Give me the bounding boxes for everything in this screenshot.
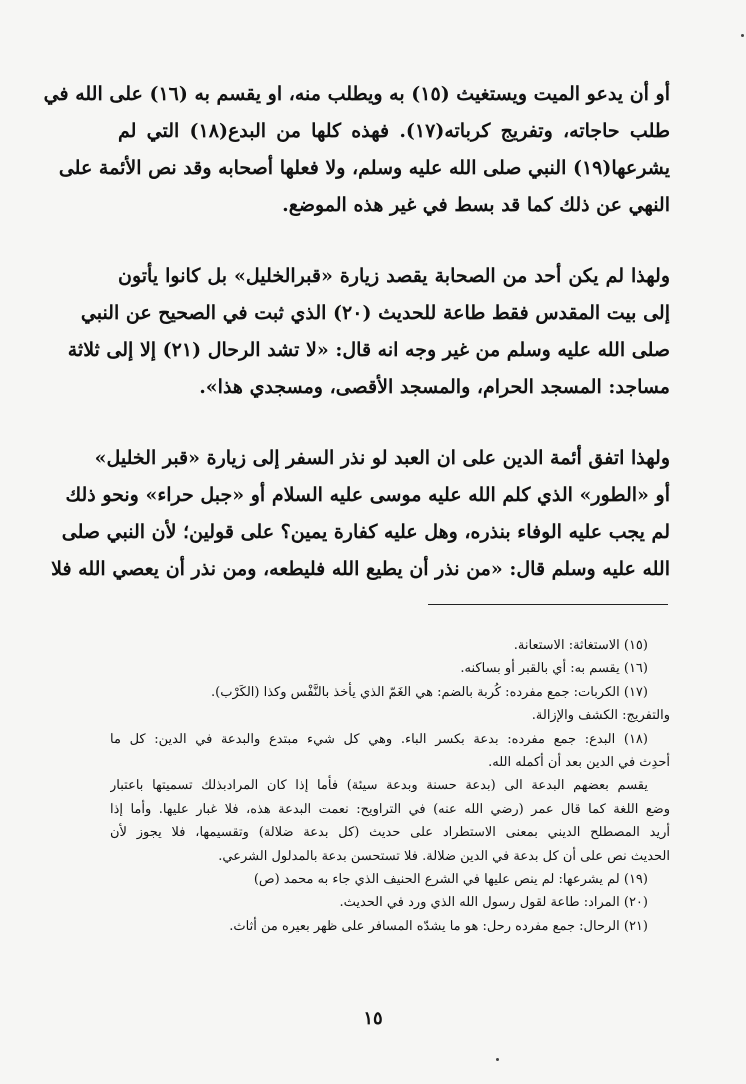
footnote-17: (١٧) الكربات: جمع مفرده: كُربة بالضم: هي الغَمّ الذي يأخذ بالنَّفْس وكذا (الكَرْب).	[211, 684, 648, 700]
text-line: لم يجب عليه الوفاء بنذره، وهل عليه كفارة يمين؟ على قولين؛ لأن النبي صلى	[61, 521, 670, 543]
paragraph-2	[67, 258, 670, 406]
text-line: مساجد: المسجد الحرام، والمسجد الأقصى، ومسجدي هذا».	[199, 376, 670, 398]
paragraph-1	[43, 76, 670, 224]
footnote-18: (١٨) البدع: جمع مفرده: بدعة بكسر الباء. وهي كل شيء مبتدع والبدعة في الدين: كل ما	[110, 731, 648, 747]
footnote-20: (٢٠) المراد: طاعة لقول رسول الله الذي ورد في الحديث.	[339, 895, 648, 911]
paragraph-3	[51, 440, 670, 588]
footnote-18-note-line: الحديث نص على أن كل بدعة في الدين ضلالة. فلا تستحسن بدعة بالمدلول الشرعي.	[218, 848, 670, 864]
text-line: طلب حاجاته، وتفريج كرباته(١٧). فهذه كلها من البدع(١٨) التي لم	[118, 120, 670, 142]
text-line: الله عليه وسلم قال: «من نذر أن يطيع الله فليطعه، ومن نذر أن يعصي الله فلا	[51, 558, 670, 580]
scan-speck	[496, 1058, 499, 1061]
footnotes	[110, 634, 670, 938]
footnote-16: (١٦) يقسم به: أي بالقبر أو بساكنه.	[460, 661, 648, 677]
text-line: ولهذا لم يكن أحد من الصحابة يقصد زيارة «قبرالخليل» بل كانوا يأتون	[118, 265, 670, 287]
footnote-17-continued: والتفريج: الكشف والإزالة.	[531, 708, 670, 724]
text-line: إلى بيت المقدس فقط طاعة للحديث (٢٠) الذي ثبت في الصحيح عن النبي	[80, 302, 670, 324]
text-line: ولهذا اتفق أئمة الدين على ان العبد لو نذر السفر إلى زيارة «قبر الخليل»	[94, 447, 670, 469]
page-number: ١٥	[363, 1008, 383, 1029]
footnote-divider	[428, 604, 668, 605]
text-line: النهي عن ذلك كما قد بسط في غير هذه الموضع.	[282, 194, 670, 216]
text-line: صلى الله عليه وسلم من غير وجه انه قال: «لا تشد الرحال (٢١) إلا إلى ثلاثة	[67, 339, 670, 361]
footnote-18-continued: أحدِث في الدين بعد أن أكمله الله.	[488, 754, 670, 770]
text-line: أو أن يدعو الميت ويستغيث (١٥) به ويطلب منه، او يقسم به (١٦) على الله في	[43, 83, 670, 105]
text-line: أو «الطور» الذي كلم الله عليه موسى عليه السلام أو «جبل حراء» ونحو ذلك	[65, 484, 670, 506]
footnote-18-note-line: أريد المصطلح الديني بمعنى الاستطراد على حديث (كل بدعة ضلالة) وتقسيمها، فلا يجوز لأن	[110, 825, 670, 841]
footnote-15: (١٥) الاستغاثة: الاستعانة.	[513, 638, 648, 653]
scan-speck	[741, 34, 744, 37]
text-line: يشرعها(١٩) النبي صلى الله عليه وسلم، ولا فعلها أصحابه وقد نص الأئمة على	[58, 157, 670, 179]
footnote-18-note-line: وضع اللغة كما قال عمر (رضي الله عنه) في التراويح: نعمت البدعة هذه، فلا غبار عليها. وأما إذا	[110, 801, 670, 817]
footnote-19: (١٩) لم يشرعها: لم ينص عليها في الشرع الحنيف الذي جاء به محمد (ص)	[253, 871, 648, 887]
footnote-21: (٢١) الرحال: جمع مفرده رحل: هو ما يشدّه المسافر على ظهر بعيره من أثاث.	[229, 918, 648, 934]
footnote-18-note: يقسم بعضهم البدعة الى (بدعة حسنة وبدعة سيئة) فأما إذا كان المرادبذلك تسميتها باعتبار	[110, 778, 648, 794]
